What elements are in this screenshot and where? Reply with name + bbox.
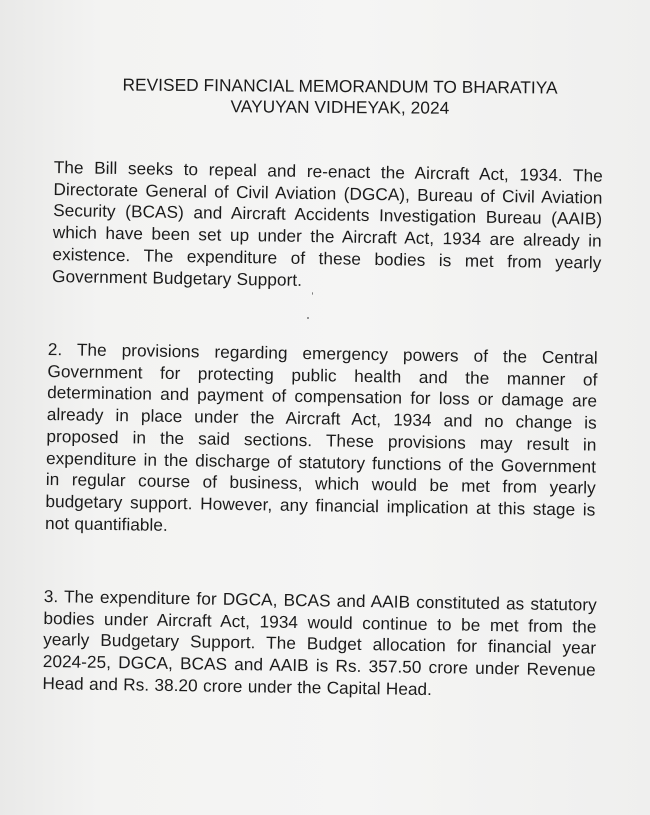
scan-speck	[307, 317, 309, 319]
title-line-2: VAYUYAN VIDHEYAK, 2024	[230, 96, 450, 118]
paragraph-3: 3. The expenditure for DGCA, BCAS and AAIB constituted as statutory bodies under Aircraft Act, 1934 would continue to be met from the yearly Budgetary Support. The Budget allocation for financial year 2024-25, DGCA, BCAS and AAIB is Rs. 357.50 crore under Revenue Head and Rs. 38.20 crore under the Capital Head.	[42, 586, 597, 699]
scan-speck	[312, 292, 313, 295]
document-title	[60, 74, 620, 120]
paragraph-1: The Bill seeks to repeal and re-enact the Aircraft Act, 1934. The Directorate General of Civil Aviation (DGCA), Bureau of Civil Aviation Security (BCAS) and Aircraft Accidents Investigation Bureau (AAIB) which have been set up under the Aircraft Act, 1934 are already in existence. The expenditure of these bodies is met from yearly Government Budgetary Support.	[51, 157, 603, 290]
title-line-1: REVISED FINANCIAL MEMORANDUM TO BHARATIYA	[122, 74, 558, 98]
paragraph-2: 2. The provisions regarding emergency powers of the Central Government for protecting public health and the manner of determination and payment of compensation for loss or damage are already in place under the Aircraft Act, 1934 and no change is proposed in the said sections. These provisions may result in expenditure in the discharge of statutory functions of the Government in regular course of business, which would be met from yearly budgetary support. However, any financial implication at this stage is not quantifiable.	[44, 339, 598, 535]
